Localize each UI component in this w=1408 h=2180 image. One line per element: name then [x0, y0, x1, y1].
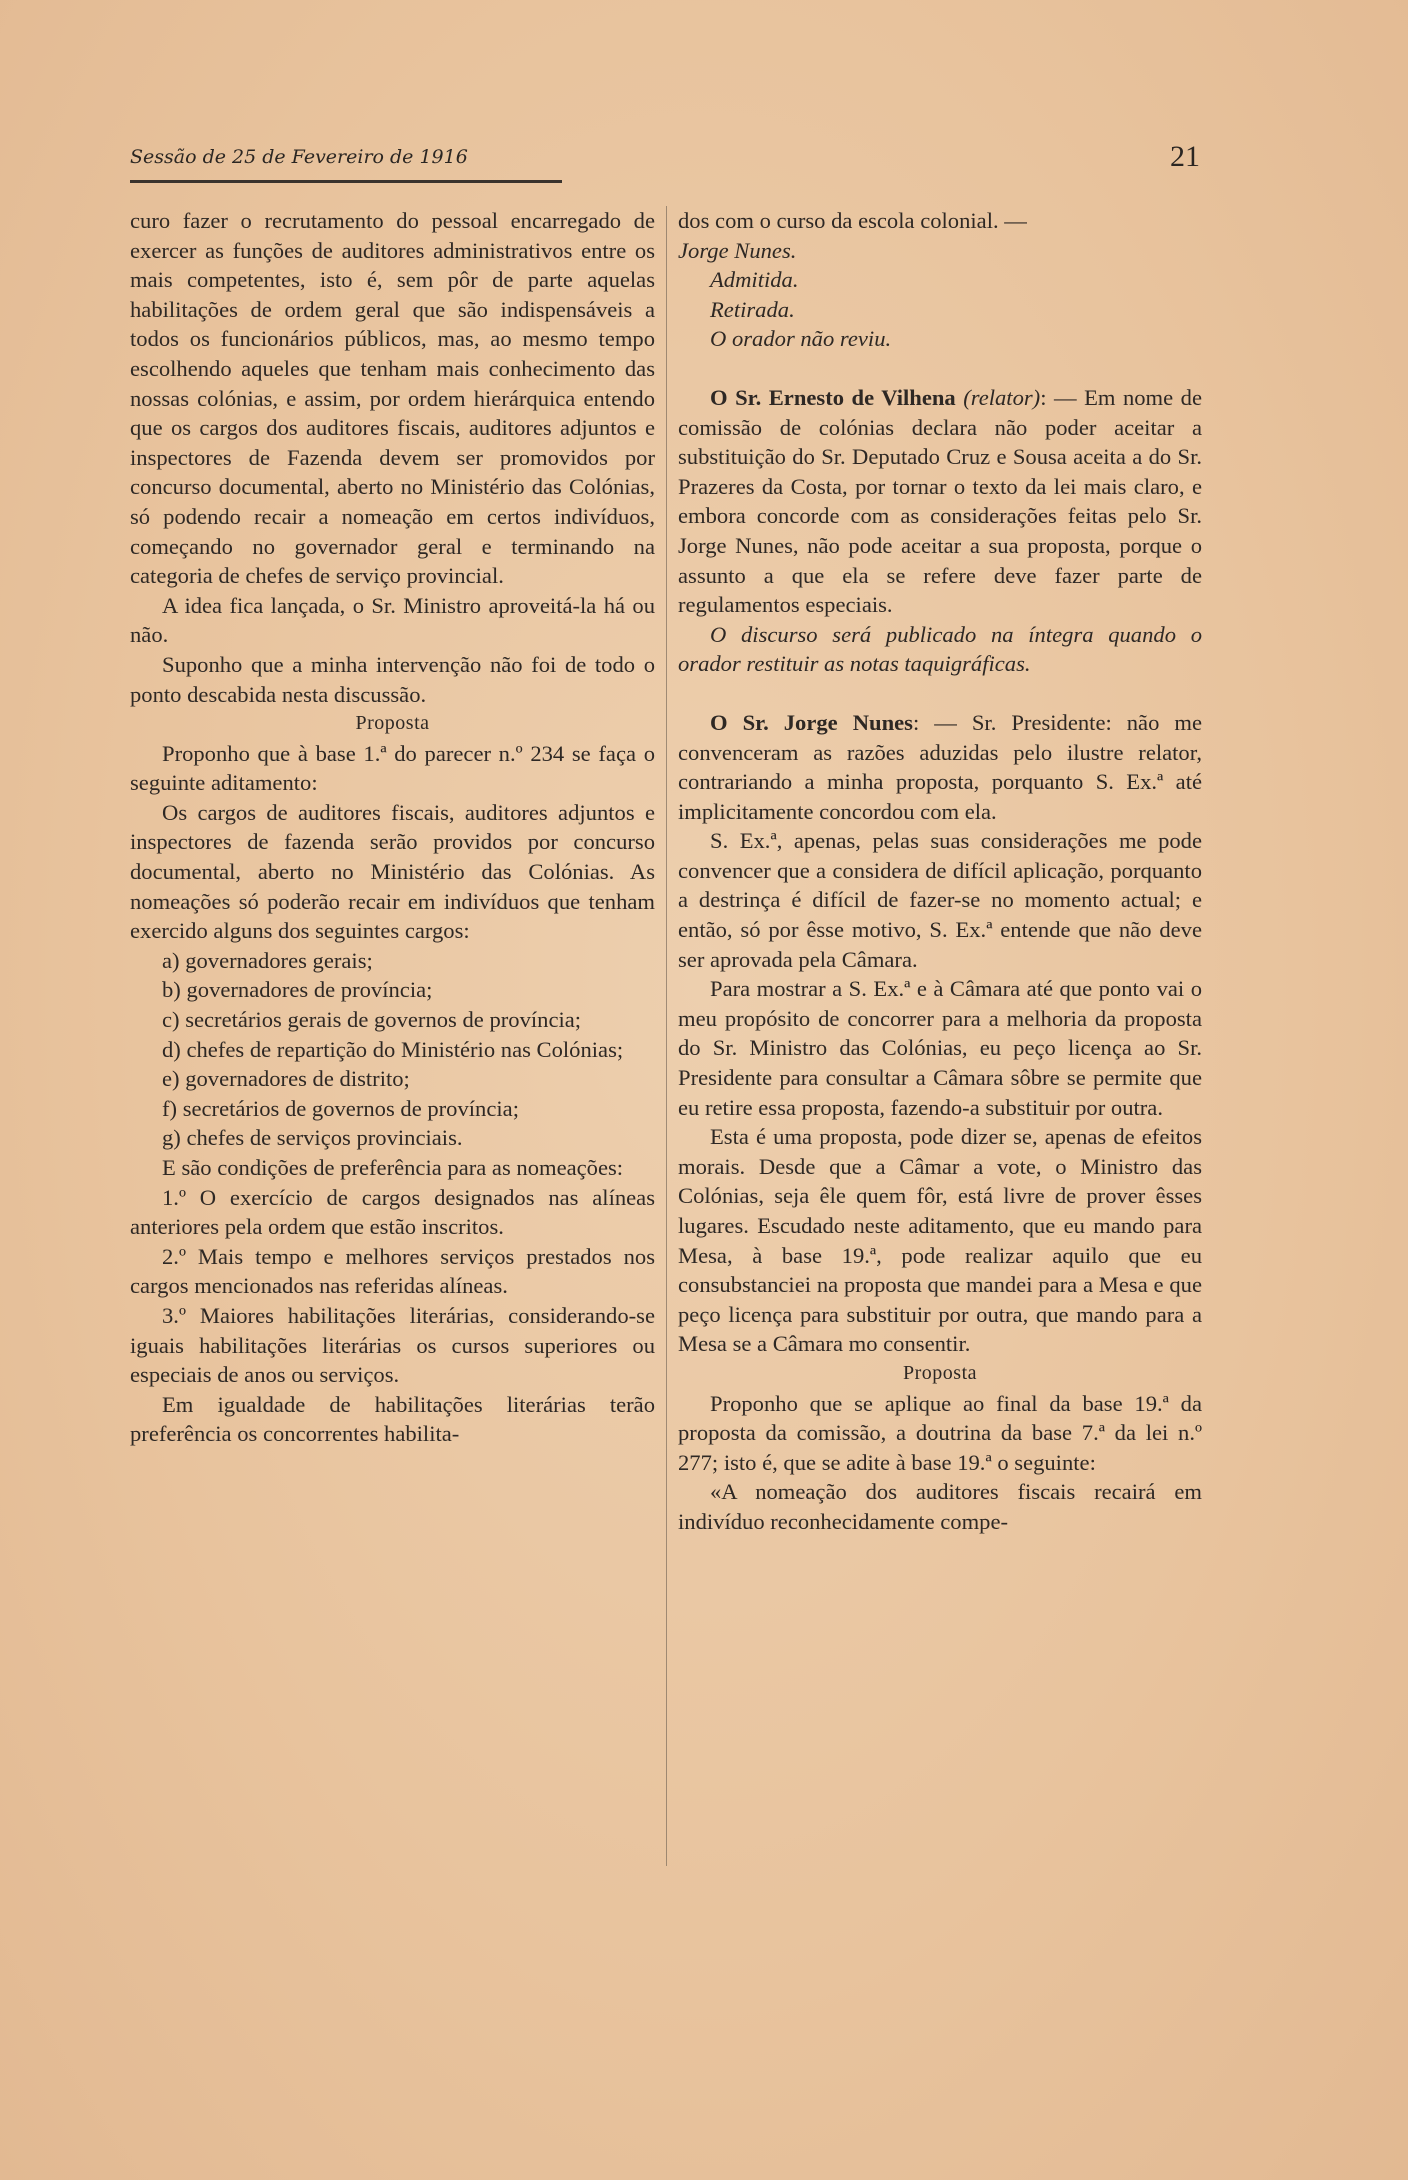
list-item: e) governadores de distrito; — [162, 1066, 410, 1092]
list-item: 1.º O exercício de cargos designados nas alíneas anteriores pela ordem que estão inscritos. — [130, 1184, 655, 1240]
status-note: Retirada. — [710, 296, 795, 322]
status-note: O orador não reviu. — [710, 326, 892, 352]
list-item: b) governadores de província; — [162, 977, 433, 1003]
column-divider — [666, 206, 667, 1866]
page-header — [130, 140, 1200, 180]
paragraph: Os cargos de auditores fiscais, auditores adjuntos e inspectores de fazenda serão providos por concurso documental, aberto no Ministério das Colónias. As nomeações só poderão recair em indivíduos que tenham exercido alguns dos seguintes cargos: — [130, 799, 655, 944]
paragraph: Para mostrar a S. Ex.ª e à Câmara até que ponto vai o meu propósito de concorrer para a melhoria da proposta do Sr. Ministro das Colónias, eu peço licença ao Sr. Presidente para consultar a Câmara sôbre se permite que eu retire essa proposta, fazendo-a substituir por outra. — [678, 976, 1202, 1120]
paragraph: Proponho que se aplique ao final da base 19.ª da proposta da comissão, a doutrina da base 7.ª da lei n.º 277; isto é, que se adite à base 19.ª o seguinte: — [678, 1390, 1202, 1475]
paragraph: E são condições de preferência para as nomeações: — [162, 1155, 624, 1180]
list-item: 2.º Mais tempo e melhores serviços prestados nos cargos mencionados nas referidas alíneas. — [130, 1243, 655, 1299]
paragraph: S. Ex.ª, apenas, pelas suas considerações me pode convencer que a considera de difícil aplicação, porquanto a destrinça é difícil de fazer-se no momento actual; e então, só por êsse motivo, S. Ex.ª entende que não deve ser aprovada pela Câmara. — [678, 828, 1202, 972]
paragraph: «A nomeação dos auditores fiscais recairá em indivíduo reconhecidamente compe- — [678, 1479, 1202, 1534]
list-item: 3.º Maiores habilitações literárias, considerando-se iguais habilitações literárias os cursos superiores ou especiais de anos ou serviços. — [130, 1302, 655, 1388]
speech-paragraph — [678, 708, 1202, 826]
list-item: f) secretários de governos de província; — [162, 1095, 519, 1121]
header-rule — [130, 180, 562, 183]
list-item: a) governadores gerais; — [162, 947, 373, 973]
proposal-heading: Proposta — [903, 1361, 977, 1384]
proposal-heading: Proposta — [355, 712, 430, 735]
speech-dash: : — — [1040, 384, 1077, 410]
speaker-name: O Sr. Ernesto de Vilhena — [710, 384, 956, 410]
speech-paragraph — [678, 383, 1202, 620]
list-item: g) chefes de serviços provinciais. — [162, 1125, 463, 1151]
paragraph: Proponho que à base 1.ª do parecer n.º 234 se faça o seguinte aditamento: — [130, 740, 655, 796]
speech-text: Em nome de comissão de colónias declara não poder aceitar a substituição do Sr. Deputado Cruz e Sousa aceita a do Sr. Prazeres da Costa, por tornar o texto da lei mais claro, e embora concorde com as considerações feitas pelo Sr. Jorge Nunes, não pode aceitar a sua proposta, porque o assunto a que ela se refere deve fazer parte de regulamentos especiais. — [678, 384, 1202, 618]
page-number: 21 — [1170, 140, 1200, 173]
running-head: Sessão de 25 de Fevereiro de 1916 — [130, 146, 468, 168]
speaker-role: (relator) — [963, 384, 1041, 410]
paragraph — [678, 206, 1202, 236]
paragraph: Suponho que a minha intervenção não foi de todo o ponto descabida nesta discussão. — [130, 651, 655, 707]
signature: Jorge Nunes. — [678, 237, 797, 263]
left-column — [130, 206, 655, 1449]
status-note: Admitida. — [710, 267, 799, 293]
editorial-note: O discurso será publicado na íntegra quando o orador restituir as notas taquigráficas. — [678, 621, 1202, 677]
list-item: c) secretários gerais de governos de província; — [162, 1007, 582, 1033]
right-column — [678, 206, 1202, 1537]
paragraph-text: dos com o curso da escola colonial. — — [678, 208, 1027, 233]
paragraph: A idea fica lançada, o Sr. Ministro aproveitá-la há ou não. — [130, 592, 655, 648]
list-item: d) chefes de repartição do Ministério nas Colónias; — [162, 1036, 624, 1062]
speech-text: : — Sr. Presidente: não me convenceram as razões aduzidas pelo ilustre relator, contrariando a minha proposta, porquanto S. Ex.ª até implicitamente concordou com ela. — [678, 709, 1202, 824]
paragraph: curo fazer o recrutamento do pessoal encarregado de exercer as funções de auditores administrativos entre os mais competentes, isto é, sem pôr de parte aquelas habilitações de ordem geral que são indispensáveis a todos os funcionários públicos, mas, ao mesmo tempo escolhendo aqueles que tenham mais conhecimento das nossas colónias, e assim, por ordem hierárquica entendo que os cargos dos auditores fiscais, auditores adjuntos e inspectores de Fazenda devem ser promovidos por concurso documental, aberto no Ministério das Colónias, só podendo recair a nomeação em certos indivíduos, começando no governador geral e terminando na categoria de chefes de serviço provincial. — [130, 208, 655, 589]
speaker-name: O Sr. Jorge Nunes — [710, 709, 913, 735]
paragraph: Esta é uma proposta, pode dizer se, apenas de efeitos morais. Desde que a Câmar a vote, o Ministro das Colónias, seja êle quem fôr, está livre de prover êsses lugares. Escudado neste aditamento, que eu mando para Mesa, à base 19.ª, pode realizar aquilo que eu consubstanciei na proposta que mandei para a Mesa e que peço licença para substituir por outra, que mando para a Mesa se a Câmara mo consentir. — [678, 1124, 1202, 1357]
paragraph: Em igualdade de habilitações literárias terão preferência os concorrentes habilita- — [130, 1391, 655, 1447]
